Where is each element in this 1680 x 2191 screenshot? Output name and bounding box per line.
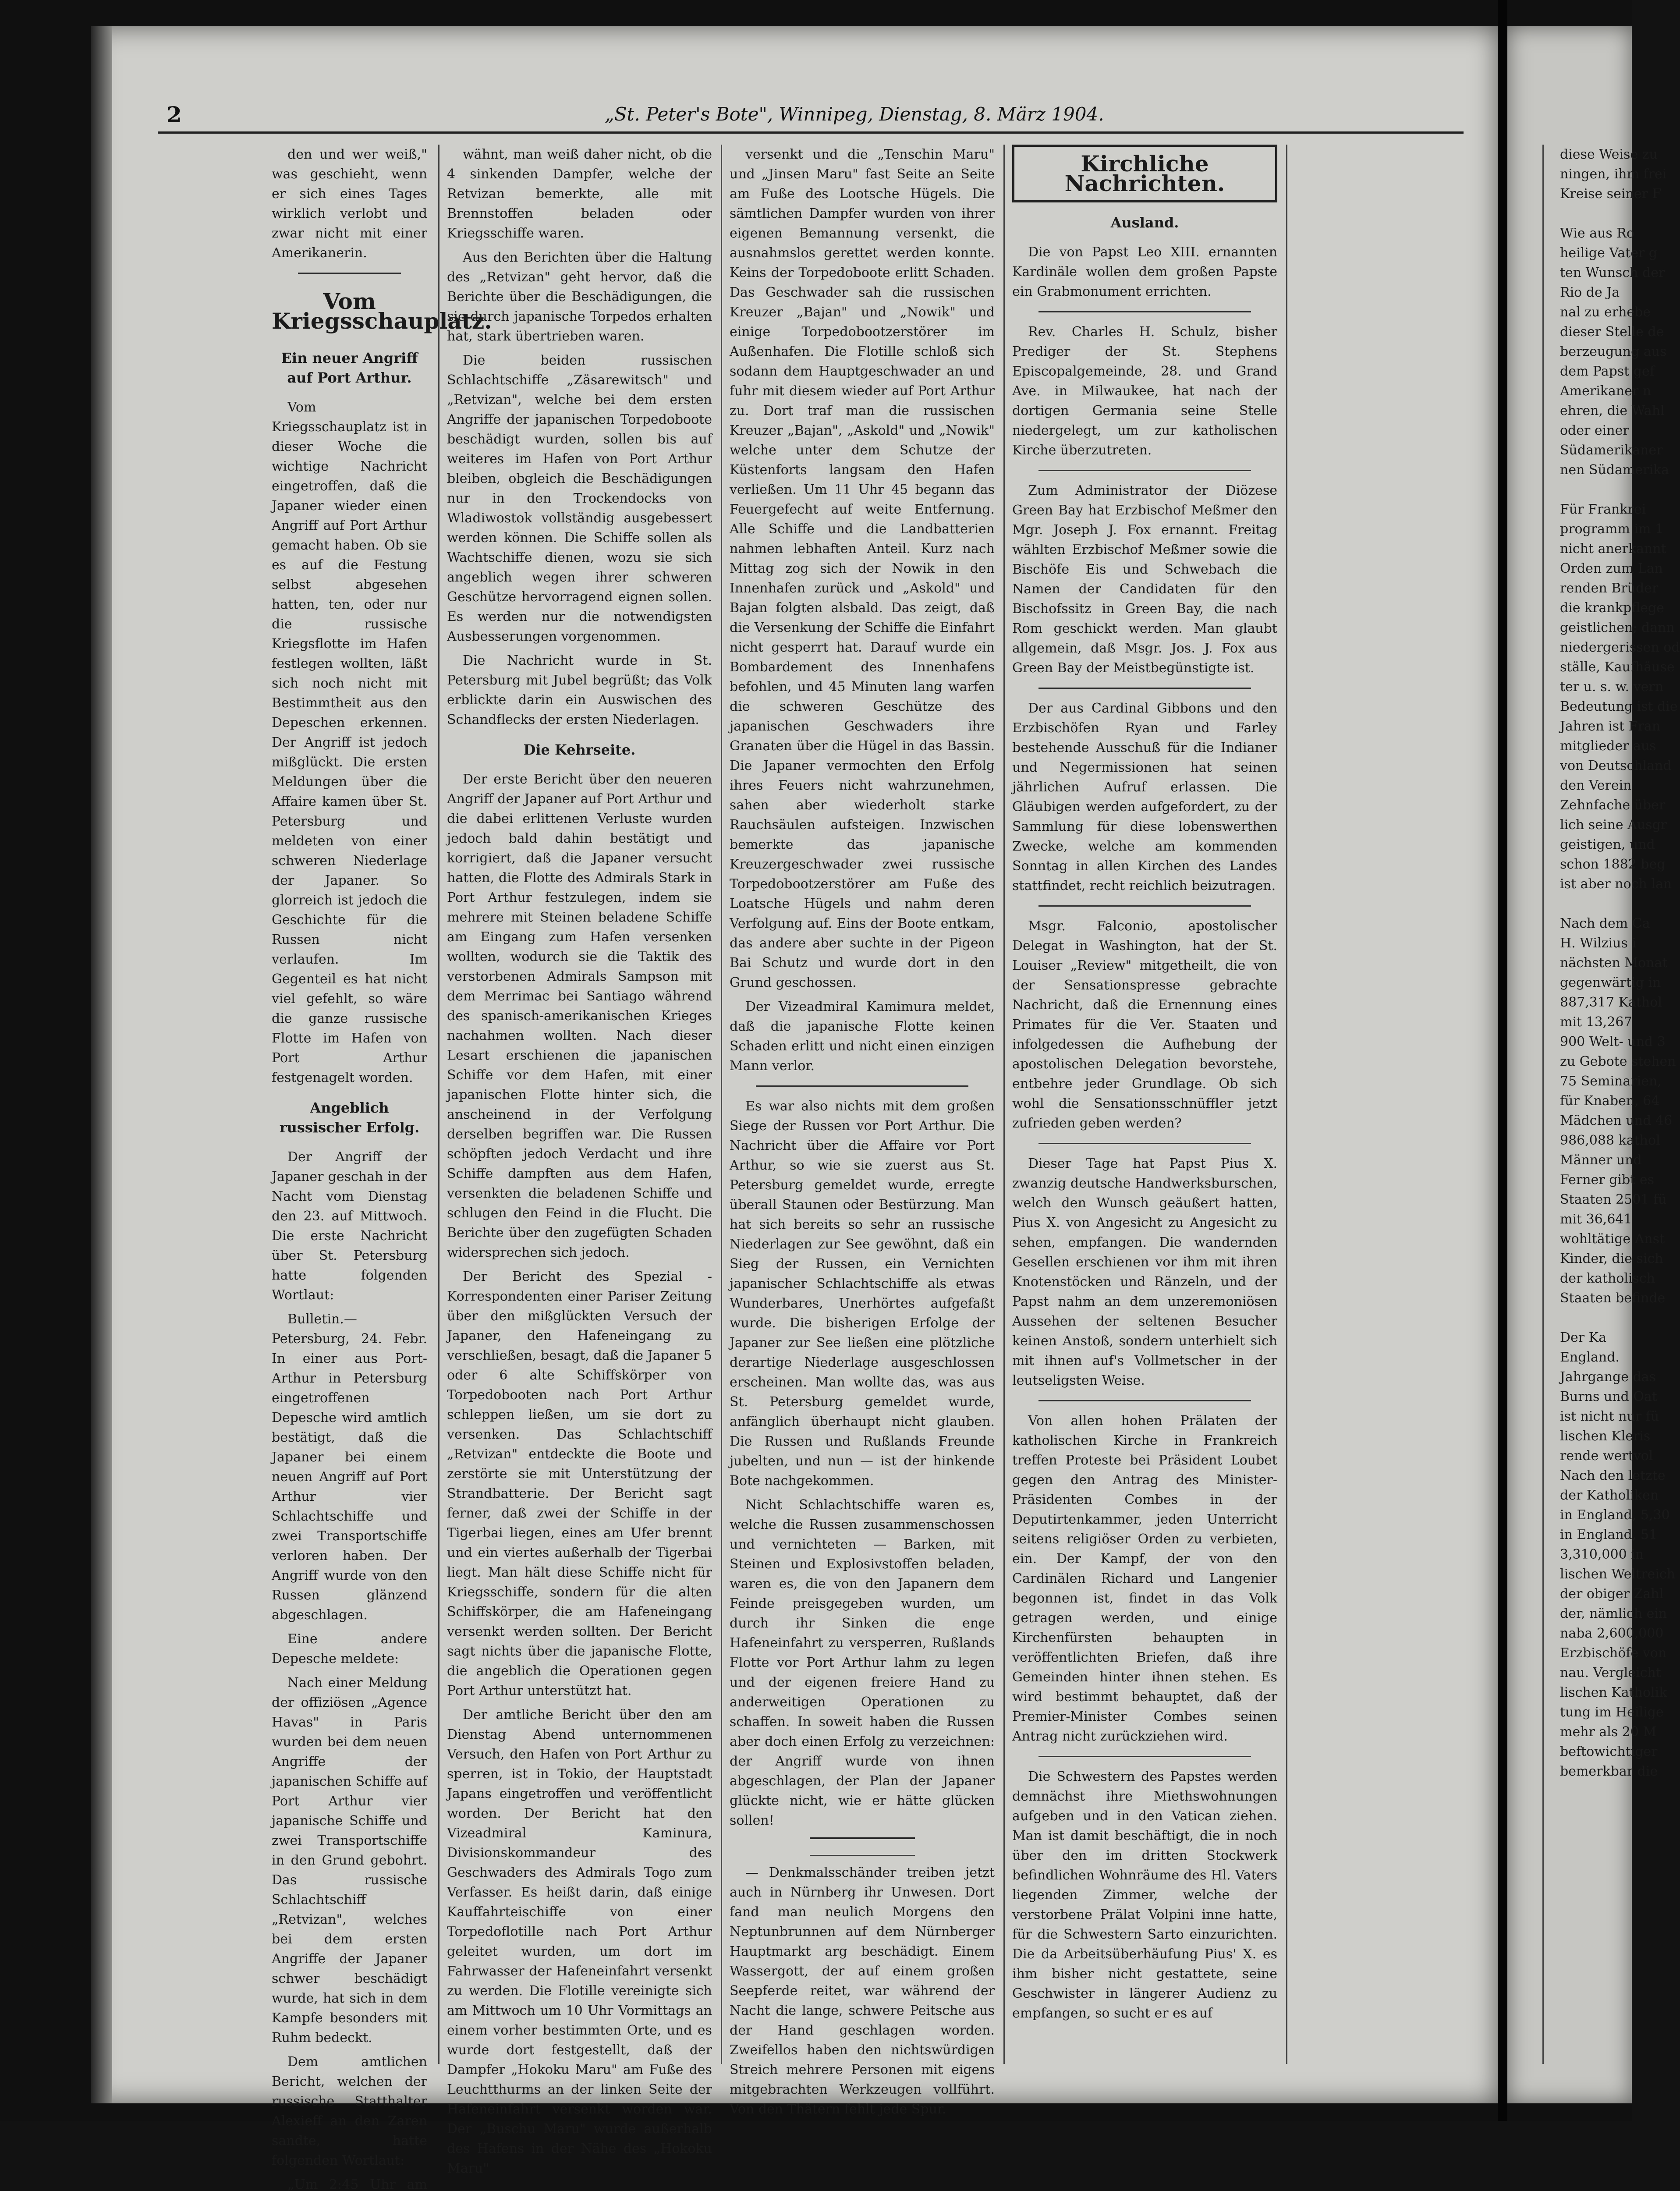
partial-line: Ferner gibt es (1560, 1172, 1654, 1188)
column-5-partial (1560, 145, 1680, 1781)
paragraph: Dieser Tage hat Papst Pius X. zwanzig deutsche Handwerksburschen, welch den Wunsch geäußert hatten, Pius X. von Angesicht zu Angesicht zu sehen, empfangen. Die wandernden Gesellen erschienen vor ihm mit ihren Knotenstöcken und Ränzeln, und der Papst nahm an dem unzeremoniösen Aussehen der seltenen Besucher keinen Anstoß, sondern unterhielt sich mit ihnen auf's Vollmetscher in der leutseligsten Weise. (1012, 1156, 1277, 1388)
paragraph: Die beiden russischen Schlachtschiffe „Zäsarewitsch" und „Retvizan", welche bei dem ersten Angriffe der japanischen Torpedoboote beschädigt wurden, sollen bis auf weiteres im Hafen von Port Arthur bleiben, obgleich die Beschädigungen nur in den Trockendocks von Wladiwostok vollständig ausgebessert werden können. Die Schiffe sollen als Wachtschiffe dienen, wozu sie sich angeblich wegen ihrer schweren Geschütze hervorragend eignen sollen. Es werden nur die notwendigsten Ausbesserungen vorgenommen. (447, 353, 712, 644)
divider (1038, 688, 1251, 689)
partial-line: der obiger Zahl (1560, 1586, 1664, 1602)
paragraph: wähnt, man weiß daher nicht, ob die 4 sinkenden Dampfer, welche der Retvizan bemerkte, alle mit Brennstoffen beladen oder Kriegsschiffe waren. (447, 147, 712, 241)
partial-line: Staaten 2501 fü (1560, 1192, 1667, 1207)
paragraph: Eine andere Depesche meldete: (272, 1631, 427, 1666)
ornament-divider (810, 1837, 915, 1856)
paragraph: Vom Kriegsschauplatz ist in dieser Woche die wichtige Nachricht eingetroffen, daß die Japaner wieder einen Angriff auf Port Arthur gemacht haben. Ob sie es auf die Festung selbst abgesehen hatten, ten, oder nur die russische Kriegsflotte im Hafen festlegen wollten, läßt sich noch nicht mit Bestimmtheit aus den Depeschen erkennen. Der Angriff ist jedoch mißglückt. Die ersten Meldungen über die Affaire kamen über St. Petersburg und meldeten von einer schweren Niederlage der Japaner. So glorreich ist jedoch die Geschichte für die Russen nicht verlaufen. Im Gegenteil es hat nicht viel gefehlt, so wäre die ganze russische Flotte im Hafen von Port Arthur festgenagelt worden. (272, 400, 427, 1085)
partial-line: mehr als 20 M (1560, 1724, 1657, 1740)
partial-line: geistigen, und (1560, 837, 1655, 852)
partial-line: von Deutschland (1560, 758, 1672, 773)
partial-line: Mädchen und 46 (1560, 1113, 1673, 1128)
partial-line: heilige Vater g (1560, 245, 1658, 261)
partial-line: diese Weise zu (1560, 147, 1658, 162)
paragraph: Nicht Schlachtschiffe waren es, welche die Russen zusammenschossen und vernichteten — Barken, mit Steinen und Explosivstoffen beladen, waren es, die von den Japanern dem Feinde preisgegeben wurden, um durch ihr Sinken die enge Hafeneinfahrt zu versperren, Rußlands Flotte vor Port Arthur lahm zu legen und der eigenen freiere Hand zu anderweitigen Operationen zu schaffen. In soweit haben die Russen aber doch einen Erfolg zu verzeichnen: der Angriff wurde von ihnen abgeschlagen, der Plan der Japaner glückte nicht, wie er hätte glücken sollen! (730, 1497, 995, 1828)
partial-line: schon 1882 beg (1560, 857, 1666, 872)
paragraph: „Um 2:45 Uhr am (287, 2177, 427, 2191)
paragraph: Msgr. Falconio, apostolischer Delegat in Washington, hat der St. Louiser „Review" mitgetheilt, die von der Sensationspresse gebrachte Nachricht, daß die Ernennung eines Primates für die Ver. Staaten und infolgedessen die Aufhebung der apostolischen Delegation bevorstehe, entbehre jeder Grundlage. Ob sich wohl die Sensationsschnüffler jetzt zufrieden geben werden? (1012, 918, 1277, 1131)
partial-line: mit 13,267 (1560, 1014, 1632, 1030)
partial-line: H. Wilzius i (1560, 936, 1636, 951)
subheading: Die Kehrseite. (523, 741, 636, 758)
partial-line (1560, 204, 1632, 223)
paragraph: Bulletin.—Petersburg, 24. Febr. In einer aus Port-Arthur in Petersburg eingetroffenen Depesche wird amtlich bestätigt, daß die Japaner bei einem neuen Angriff auf Port Arthur vier Schlachtschiffe und zwei Transportschiffe verloren haben. Der Angriff wurde von den Russen glänzend abgeschlagen. (272, 1312, 427, 1623)
partial-line: nau. Vergleicht (1560, 1665, 1661, 1680)
partial-line: Amerikaner n (1560, 383, 1652, 399)
column-3 (730, 145, 995, 2124)
partial-line: Kinder, die sich (1560, 1251, 1663, 1266)
partial-line: den Verein (1560, 778, 1632, 793)
partial-line: wohltätige Anst (1560, 1231, 1665, 1247)
partial-line: Staaten befinde (1560, 1290, 1666, 1306)
partial-line: nen Südamerika (1560, 462, 1669, 478)
partial-line: ist aber noch lan (1560, 876, 1672, 892)
partial-line: nicht anerkannt (1560, 541, 1666, 557)
paragraph: Von allen hohen Prälaten der katholischen Kirche in Frankreich treffen Proteste bei Präsident Loubet gegen den Antrag des Minister-Präsidenten Combes in der Deputirtenkammer, jeden Unterricht seitens religiöser Orden zu verbieten, ein. Der Kampf, der von den Cardinälen Richard und Langenier begonnen ist, findet in das Volk getragen werden, und einige Kirchenfürsten behaupten in veröffentlichten Briefen, daß ihre Gemeinden hinter ihnen stehen. Es wird bestimmt behauptet, daß der Premier-Minister Combes seinen Antrag nicht zurückziehen wird. (1012, 1413, 1277, 1744)
partial-line: in England, 51 (1560, 1527, 1658, 1542)
partial-line: Der Ka (1560, 1330, 1606, 1345)
partial-line (1560, 1308, 1632, 1328)
partial-line: mitglieder aus (1560, 738, 1656, 754)
paragraph: Die Nachricht wurde in St. Petersburg mit Jubel begrüßt; das Volk erblickte darin ein Auswischen des Schandflecks der ersten Niederlagen. (447, 653, 712, 727)
paragraph: Die von Papst Leo XIII. ernannten Kardinäle wollen dem großen Papste ein Grabmonument errichten. (1012, 245, 1277, 299)
partial-line: beftowichtiger (1560, 1744, 1658, 1759)
partial-line: Nach den letzte (1560, 1468, 1666, 1483)
partial-line: Männer und (1560, 1152, 1642, 1168)
page-number: 2 (167, 102, 182, 128)
partial-line: Südamerikaner (1560, 443, 1663, 458)
paragraph: den und wer weiß," was geschieht, wenn er sich eines Tages wirklich verlobt und zwar nicht mit einer Amerikanerin. (272, 147, 427, 261)
partial-line: Kreise seiner F (1560, 186, 1662, 202)
partial-line: gegenwärtig in (1560, 975, 1661, 990)
partial-line: England. (1560, 1350, 1620, 1365)
paragraph: Rev. Charles H. Schulz, bisher Prediger der St. Stephens Episcopalgemeinde, 28. und Grand Ave. in Milwaukee, hat nach der dortigen Germania seine Stelle niedergelegt, um zur katholischen Kirche überzutreten. (1012, 324, 1277, 458)
column-4 (1012, 145, 1277, 2028)
partial-line: ist nicht nur fü (1560, 1409, 1659, 1424)
column-rule (438, 145, 439, 2064)
page-edge (91, 26, 112, 2103)
partial-line: ter u. s. w. vern (1560, 679, 1664, 695)
headline: Vom Kriegsschauplatz. (272, 288, 492, 334)
paragraph: Der Vizeadmiral Kamimura meldet, daß die japanische Flotte keinen Schaden erlitt und nicht einen einzigen Mann verlor. (730, 999, 995, 1074)
partial-line (1560, 480, 1632, 500)
partial-line: zu Gebote stehen (1560, 1054, 1676, 1069)
paragraph: Dem amtlichen Bericht, welchen der russische Statthalter Alexieff an den Zaren sandte, hatte folgenden Wortlaut: (272, 2054, 427, 2168)
partial-line: ningen, ihm frei (1560, 167, 1667, 182)
partial-line: der katholisch (1560, 1271, 1655, 1286)
partial-line: rende wertvol (1560, 1448, 1653, 1464)
paragraph: Der amtliche Bericht über den am Dienstag Abend unternommenen Versuch, den Hafen von Port Arthur zu sperren, ist in Tokio, der Hauptstadt Japans eingetroffen und veröffentlicht worden. Der Bericht hat den Vizeadmiral Kaminura, Divisionskommandeur des Geschwaders des Admirals Togo zum Verfasser. Es heißt darin, daß einige Kauffahrteischiffe von einer Torpedoflotille nach Port Arthur geleitet wurden, um dort im Fahrwasser der Hafeneinfahrt versenkt zu werden. Die Flotille vereinigte sich am Mittwoch um 10 Uhr Vormittags an einem vorher bestimmten Orte, und es wurde dort festgestellt, daß der Dampfer „Hokoku Maru" am Fuße des Leuchtthurms an der linken Seite der Hafeneinfahrt versenkt worden war. Der „Buschu Maru" wurde außerhalb des Hafens in der Nähe des „Hokoku Maru" (447, 1707, 712, 2176)
section-header-box (1012, 145, 1277, 202)
partial-line: berzeugung aus (1560, 344, 1667, 359)
partial-line: ställe, Kaufhäuse (1560, 659, 1675, 675)
paragraph: versenkt und die „Tenschin Maru" und „Jinsen Maru" fast Seite an Seite am Fuße des Lootsche Hügels. Die sämtlichen Dampfer wurden von ihrer eigenen Bemannung versenkt, die ausnahmslos gerettet werden konnte. Keins der Torpedoboote erlitt Schaden. Das Geschwader sah die russischen Kreuzer „Bajan" und „Nowik" und einige Torpedobootzerstörer im Außenhafen. Die Flotille schloß sich sodann dem Hauptgeschwader an und fuhr mit diesem wieder auf Port Arthur zu. Dort traf man die russischen Kreuzer „Bajan", „Askold" und „Nowik" welche unter dem Schutze der Küstenforts langsam den Hafen verließen. Um 11 Uhr 45 begann das Feuergefecht auf weite Entfernung. Alle Schiffe und die Landbatterien nahmen lebhaften Anteil. Kurz nach Mittag zog sich der Nowik in den Innenhafen zurück und „Askold" und Bajan folgten alsbald. Das zeigt, daß die Versenkung der Schiffe die Einfahrt nicht gesperrt hat. Darauf wurde ein Bombardement des Innenhafens befohlen, und 45 Minuten lang warfen die schweren Geschütze des japanischen Geschwaders ihre Granaten über die Hügel in das Bassin. Die Japaner vermochten den Erfolg ihres Feuers nicht wahrzunehmen, sahen aber wiederholt starke Rauchsäulen aufsteigen. Inzwischen bemerkte das japanische Kreuzergeschwader zwei russische Torpedobootzerstörer am Fuße des Loatsche Hügels und nahm deren Verfolgung auf. Eins der Boote entkam, das andere aber suchte in der Pigeon Bai Schutz und wurde dort in den Grund geschossen. (730, 147, 995, 990)
partial-line: 3,310,000 in (1560, 1547, 1644, 1562)
partial-line: lich seine Ausgr (1560, 817, 1667, 833)
partial-line: niedergerissen od (1560, 640, 1680, 655)
subheading: Ausland. (1110, 214, 1179, 231)
divider (1038, 1143, 1251, 1144)
column-2 (447, 145, 712, 2183)
partial-line: Für Frankrei (1560, 502, 1646, 517)
partial-line: Erzbischöfe von (1560, 1645, 1667, 1661)
partial-line: 887,317 Kathol (1560, 995, 1662, 1010)
partial-line: lischen Kleris (1560, 1429, 1651, 1444)
binding-gutter (1498, 0, 1507, 2121)
subheading: Ein neuer Angriff auf Port Arthur. (281, 350, 418, 386)
paragraph: Aus den Berichten über die Haltung des „Retvizan" geht hervor, daß die Berichte über die Beschädigungen, die sie durch japanische Torpedos erhalten hat, stark übertrieben waren. (447, 250, 712, 344)
partial-line: ehren, die Wahl (1560, 403, 1665, 418)
partial-line: 75 Seminarien, (1560, 1074, 1662, 1089)
partial-line: der Katholiken (1560, 1488, 1659, 1503)
partial-line: nal zu erhebe (1560, 305, 1651, 320)
paragraph: Der aus Cardinal Gibbons und den Erzbischöfen Ryan und Farley bestehende Ausschuß für die Indianer und Negermissionen hat seinen jährlichen Aufruf erlassen. Die Gläubigen werden aufgefordert, zu der Sammlung für diese lobenswerthen Zwecke, welche am kommenden Sonntag in allen Kirchen des Landes stattfindet, recht reichlich beizutragen. (1012, 701, 1277, 893)
partial-line: geistlichen; dann (1560, 620, 1675, 635)
divider (1038, 470, 1251, 471)
subheading: Angeblich russischer Erfolg. (279, 1099, 420, 1136)
partial-line: Bedeutung ist die (1560, 699, 1678, 714)
paragraph: Der erste Bericht über den neueren Angriff der Japaner auf Port Arthur und die dabei erlittenen Verluste wurden jedoch bald dahin bestätigt und korrigiert, daß die Japaner versucht hatten, die Flotte des Admirals Stark in Port Arthur festzulegen, indem sie mehrere mit Steinen beladene Schiffe am Eingang zum Hafen versenken wollten, wodurch sie die Taktik des verstorbenen Admirals Sampson mit dem Merrimac bei Santiago während des spanisch-amerikanischen Krieges nachahmen wollten. Nach dieser Lesart erschienen die japanischen Schiffe vor dem Hafen, mit einer japanischen Flotte hinter sich, die anscheinend in der Verfolgung derselben begriffen war. Die Russen schöpften jedoch Verdacht und ihre Schiffe dampften aus dem Hafen, versenkten die beladenen Schiffe und schlugen den Feind in die Flucht. Die Berichte über den zugefügten Schaden widersprechen sich jedoch. (447, 772, 712, 1260)
paragraph: Der Bericht des Spezial - Korrespondenten einer Pariser Zeitung über den mißglückten Versuch der Japaner, den Hafeneingang zu verschließen, besagt, daß die Japaner 5 oder 6 alte Schiffskörper von Torpedobooten nach Port Arthur schleppen ließen, um sie dort zu versenken. Das Schlachtschiff „Retvizan" entdeckte die Boote und zerstörte sie mit Unterstützung der Strandbatterie. Der Bericht sagt ferner, daß zwei der Schiffe in der Tigerbai liegen, eines am Ufer brennt und ein viertes außerhalb der Tigerbai liegt. Man hält diese Schiffe nicht für Kriegsschiffe, sondern für die alten Schiffskörper, die am Hafeneingang versenkt werden sollten. Der Bericht sagt nichts über die japanische Flotte, die angeblich die Operationen gegen Port Arthur unterstützt hat. (447, 1269, 712, 1698)
divider (1038, 905, 1251, 907)
partial-line: programm im 1 (1560, 521, 1664, 537)
partial-line: Wie aus Ro (1560, 226, 1634, 241)
partial-line: Zehnfache über (1560, 798, 1666, 813)
paragraph: Der Angriff der Japaner geschah in der Nacht vom Dienstag den 23. auf Mittwoch. Die erste Nachricht über St. Petersburg hatte folgenden Wortlaut: (272, 1149, 427, 1303)
headline: Kirchliche Nachrichten. (1064, 151, 1225, 196)
partial-line: Rio de Ja (1560, 285, 1620, 300)
partial-line: Jahren ist Fran (1560, 719, 1661, 734)
column-rule (721, 145, 722, 2064)
partial-line: für Knaben, 64 (1560, 1093, 1660, 1109)
partial-line (1560, 894, 1632, 914)
divider (1038, 1400, 1251, 1401)
paragraph: Es war also nichts mit dem großen Siege der Russen vor Port Arthur. Die Nachricht über die Affaire vor Port Arthur, so wie sie zuerst aus St. Petersburg gemeldet wurde, erregte überall Staunen oder Bestürzung. Man hat sich bereits so sehr an russische Niederlagen zur See gewöhnt, daß ein Sieg der Russen, ein Vernichten japanischer Schlachtschiffe als etwas Wunderbares, Unerhörtes aufgefaßt wurde. Die bisherigen Erfolge der Japaner zur See ließen eine plötzliche derartige Niederlage ausgeschlossen erscheinen. Man wollte das, was aus St. Petersburg gemeldet wurde, anfänglich überhaupt nicht glauben. Die Russen und Rußlands Freunde jubelten, und nun — ist der hinkende Bote nachgekommen. (730, 1099, 995, 1489)
partial-line: naba 2,600,000 (1560, 1626, 1664, 1641)
partial-line: 986,088 kathol (1560, 1133, 1660, 1148)
partial-line: tung im Heilige (1560, 1705, 1664, 1720)
partial-line: der, nämlich ein (1560, 1606, 1667, 1621)
partial-line: in England, 5,30 (1560, 1507, 1670, 1523)
partial-line: renden Brüder (1560, 581, 1659, 596)
partial-line: Orden zum Lan (1560, 561, 1663, 576)
running-title: „St. Peter's Bote", Winnipeg, Dienstag, 8. März 1904. (605, 103, 1104, 125)
paragraph: — Denkmalsschänder treiben jetzt auch in Nürnberg ihr Unwesen. Dort fand man neulich Morgens den Neptunbrunnen auf dem Nürnberger Hauptmarkt arg beschädigt. Einem Wassergott, der auf einem großen Seepferde reitet, war während der Nacht die lange, schwere Peitsche aus der Hand geschlagen worden. Zweifellos haben den nichtswürdigen Streich mehrere Personen mit eigens mitgebrachten Werkzeugen vollführt. Von den Thätern fehlt jede Spur. (730, 1865, 995, 2117)
paragraph: Zum Administrator der Diözese Green Bay hat Erzbischof Meßmer den Mgr. Joseph J. Fox ernannt. Freitag wählten Erzbischof Meßmer sowie die Bischöfe Eis und Schwebach die Namen der Candidaten für den Bischofssitz in Green Bay, die nach Rom geschickt werden. Man glaubt allgemein, daß Msgr. Jos. J. Fox aus Green Bay der Meistbegünstigte ist. (1012, 483, 1277, 676)
partial-line: Nach dem Ca (1560, 916, 1650, 931)
partial-line: lischen Weltreich (1560, 1567, 1675, 1582)
partial-line: Burns und Oat (1560, 1389, 1657, 1404)
partial-line: bemerkbar die (1560, 1764, 1658, 1779)
column-rule (1542, 145, 1544, 2064)
partial-line: die krankpflege (1560, 600, 1664, 616)
divider (1038, 1756, 1251, 1757)
partial-line: nächsten Monat (1560, 955, 1668, 971)
partial-line: dieser Stelle de (1560, 324, 1664, 340)
partial-line: Jahrgange das (1560, 1369, 1656, 1385)
column-1 (272, 145, 492, 2191)
column-rule (1286, 145, 1287, 2064)
partial-line: ten Wunsch der (1560, 265, 1665, 280)
partial-line: dem Papst gef (1560, 364, 1655, 379)
divider (756, 1085, 968, 1087)
divider (1038, 311, 1251, 312)
column-rule (1003, 145, 1005, 2064)
partial-line: oder einer (1560, 423, 1629, 438)
partial-line: lischen Katholik (1560, 1685, 1667, 1700)
paragraph: Die Schwestern des Papstes werden demnächst ihre Miethswohnungen aufgeben und in den Vatican ziehen. Man ist damit beschäftigt, die in noch über den im dritten Stockwerk befindlichen Wohnräume des Hl. Vaters liegenden Zimmer, welche der verstorbene Prälat Volpini inne hatte, für die Schwestern Sarto einzurichten. Die da Arbeitsüberhäufung Pius' X. es ihm bisher nicht gestattete, seine Geschwister in längerer Audienz zu empfangen, so sucht er es auf (1012, 1769, 1277, 2021)
divider (298, 273, 401, 274)
partial-line: mit 36,641 (1560, 1212, 1632, 1227)
partial-line: 900 Welt- und 3 (1560, 1034, 1666, 1049)
paragraph: Nach einer Meldung der offiziösen „Agence Havas" in Paris wurden bei dem neuen Angriffe der japanischen Schiffe auf Port Arthur vier japanische Schiffe und zwei Transportschiffe in den Grund gebohrt. Das russische Schlachtschiff „Retvizan", welches bei dem ersten Angriffe der Japaner schwer beschädigt wurde, hat sich in dem Kampfe besonders mit Ruhm bedeckt. (272, 1675, 427, 2046)
